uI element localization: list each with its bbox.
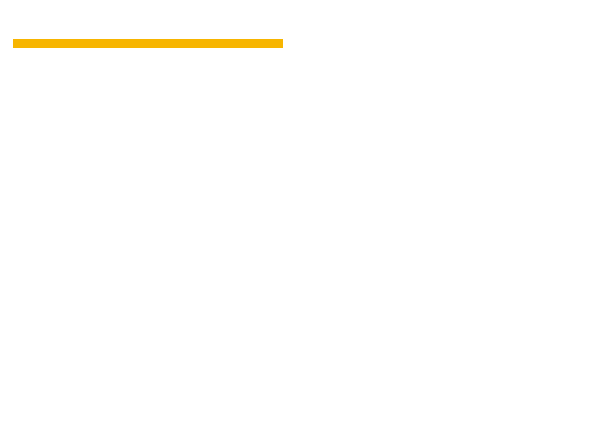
title-bar-layer <box>13 39 283 48</box>
